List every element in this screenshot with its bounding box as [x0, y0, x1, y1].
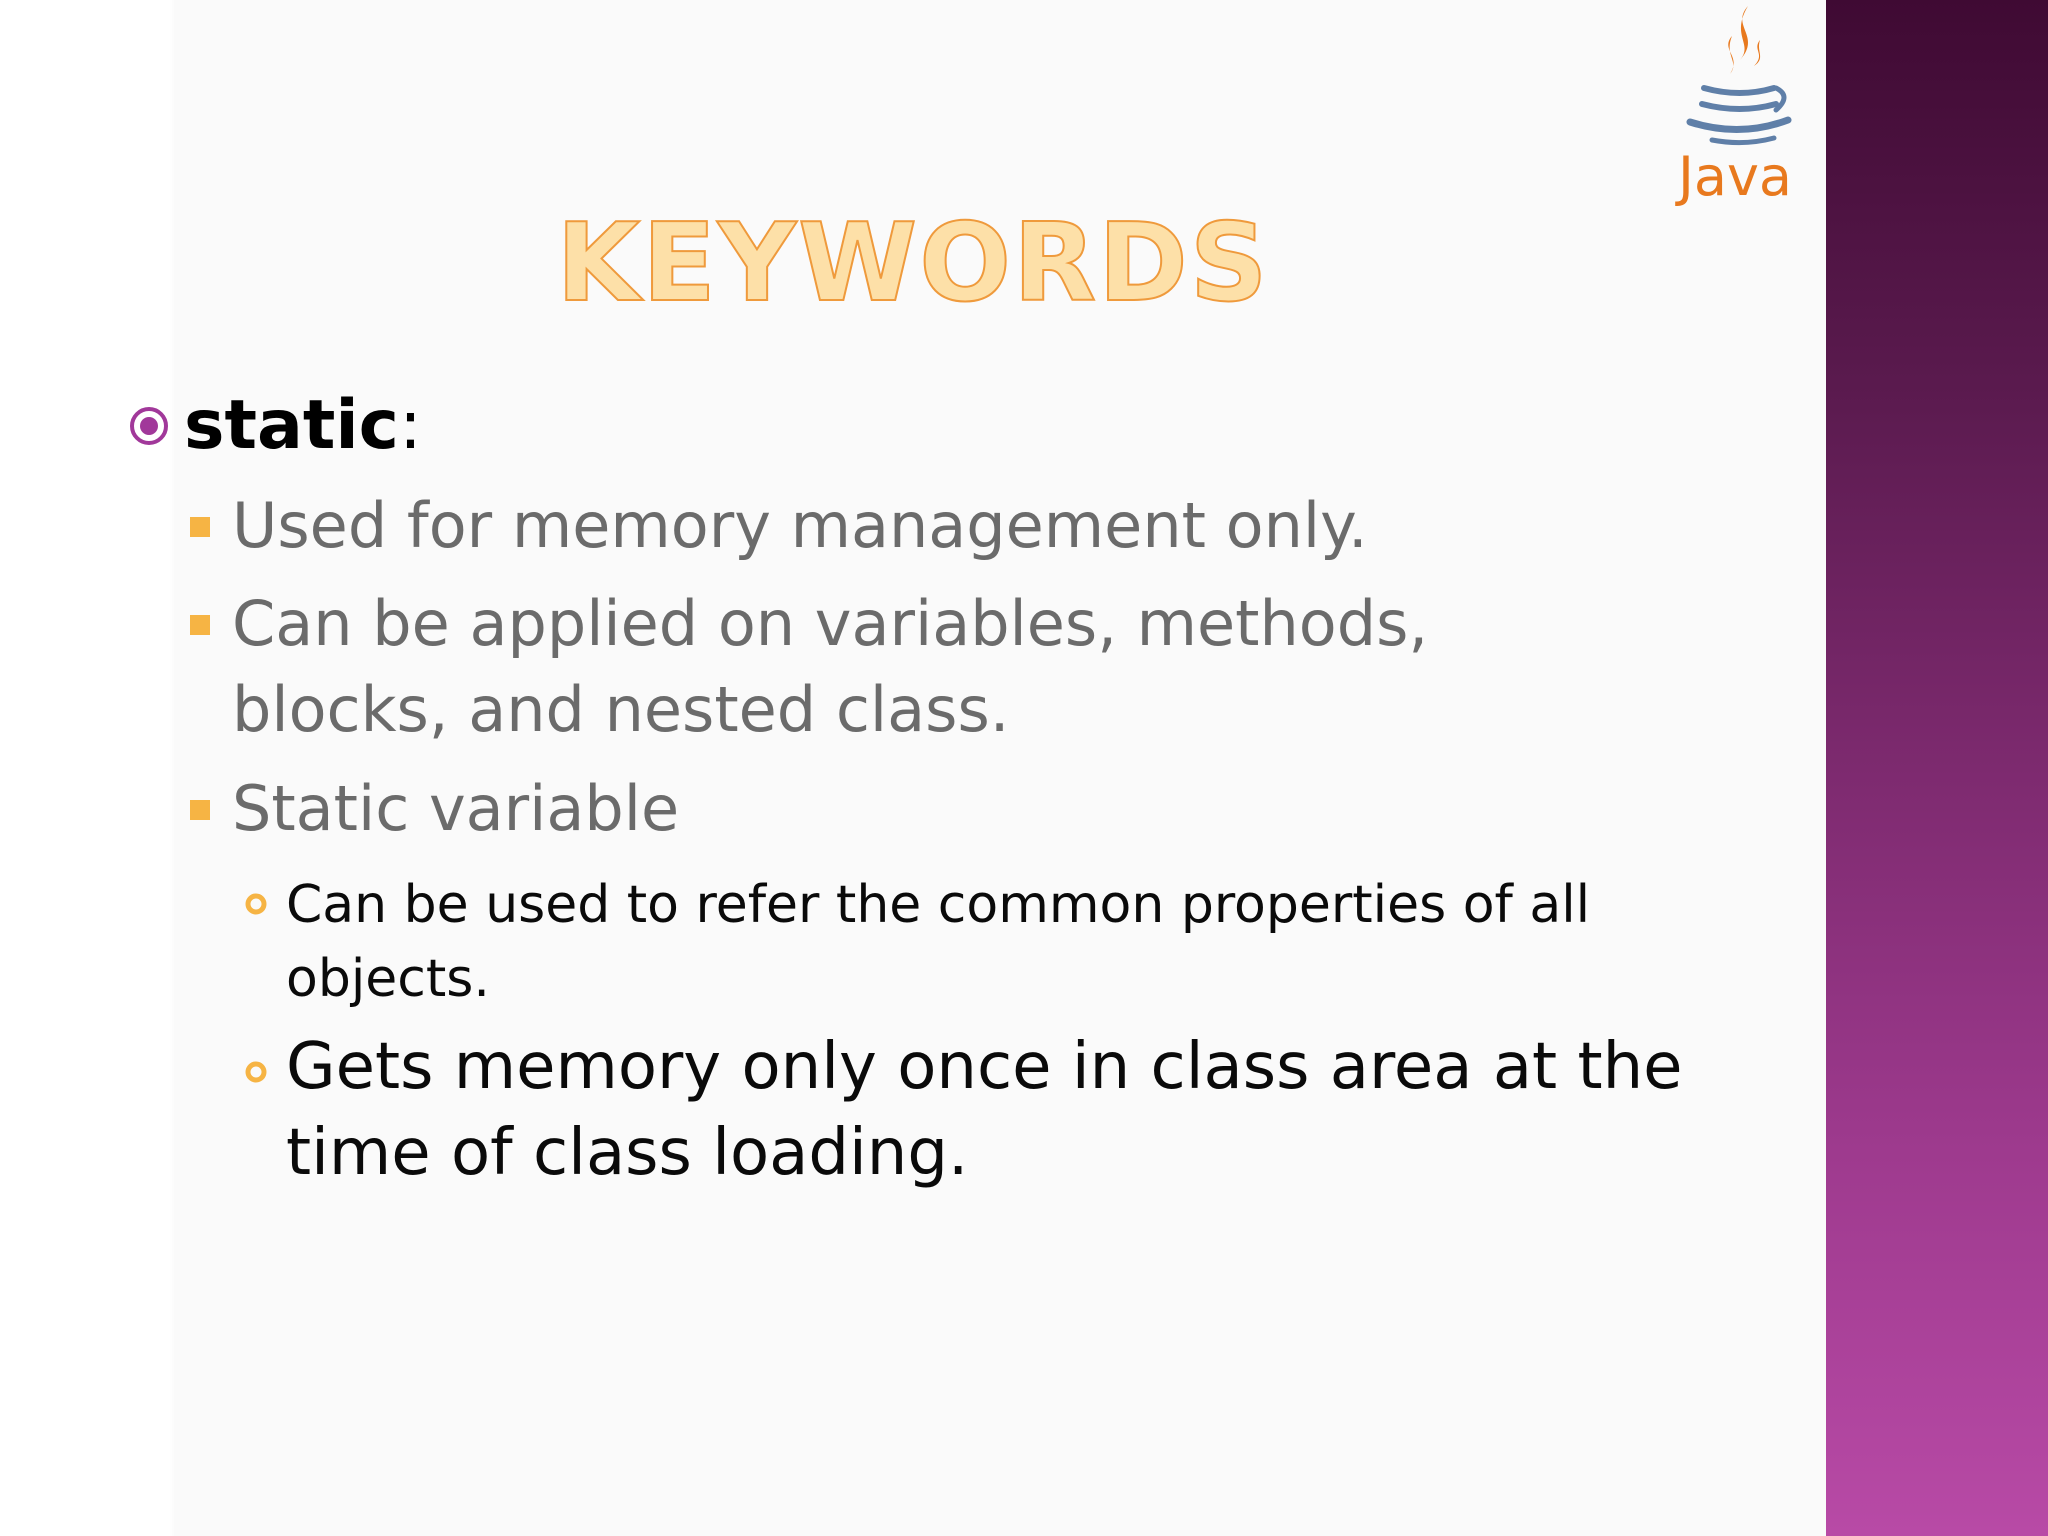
bullet-text: Static variable	[232, 772, 680, 845]
slide-title: KEYWORDS	[556, 201, 1270, 326]
java-logo-text: Java	[1677, 145, 1793, 208]
bullet-text: Used for memory management only.	[232, 489, 1368, 562]
sub-bullet-item	[244, 1024, 1736, 1196]
heading-bullet-item	[128, 385, 422, 467]
sub-bullet-item	[244, 868, 1726, 1016]
java-logo	[1670, 0, 1800, 230]
bullet-text: Can be applied on variables, methods, blocks, and nested class.	[232, 587, 1429, 746]
bullet-item	[190, 483, 1502, 569]
sub-bullet-text: Gets memory only once in class area at the time of class loading.	[286, 1030, 1683, 1190]
circle-bullet-icon	[128, 405, 170, 447]
decorative-sidebar	[1826, 0, 2048, 1536]
ring-bullet-icon	[244, 1060, 268, 1084]
heading-text	[184, 385, 422, 467]
heading-colon: :	[399, 386, 422, 465]
sub-bullet-text: Can be used to refer the common properties of all objects.	[286, 875, 1591, 1009]
bullet-item	[190, 766, 1502, 852]
square-bullet-icon	[190, 800, 210, 820]
square-bullet-icon	[190, 615, 210, 635]
keyword-static: static	[184, 386, 399, 465]
square-bullet-icon	[190, 517, 210, 537]
bullet-item	[190, 581, 1502, 753]
java-coffee-cup-icon	[1670, 0, 1800, 150]
ring-bullet-icon	[244, 892, 268, 916]
